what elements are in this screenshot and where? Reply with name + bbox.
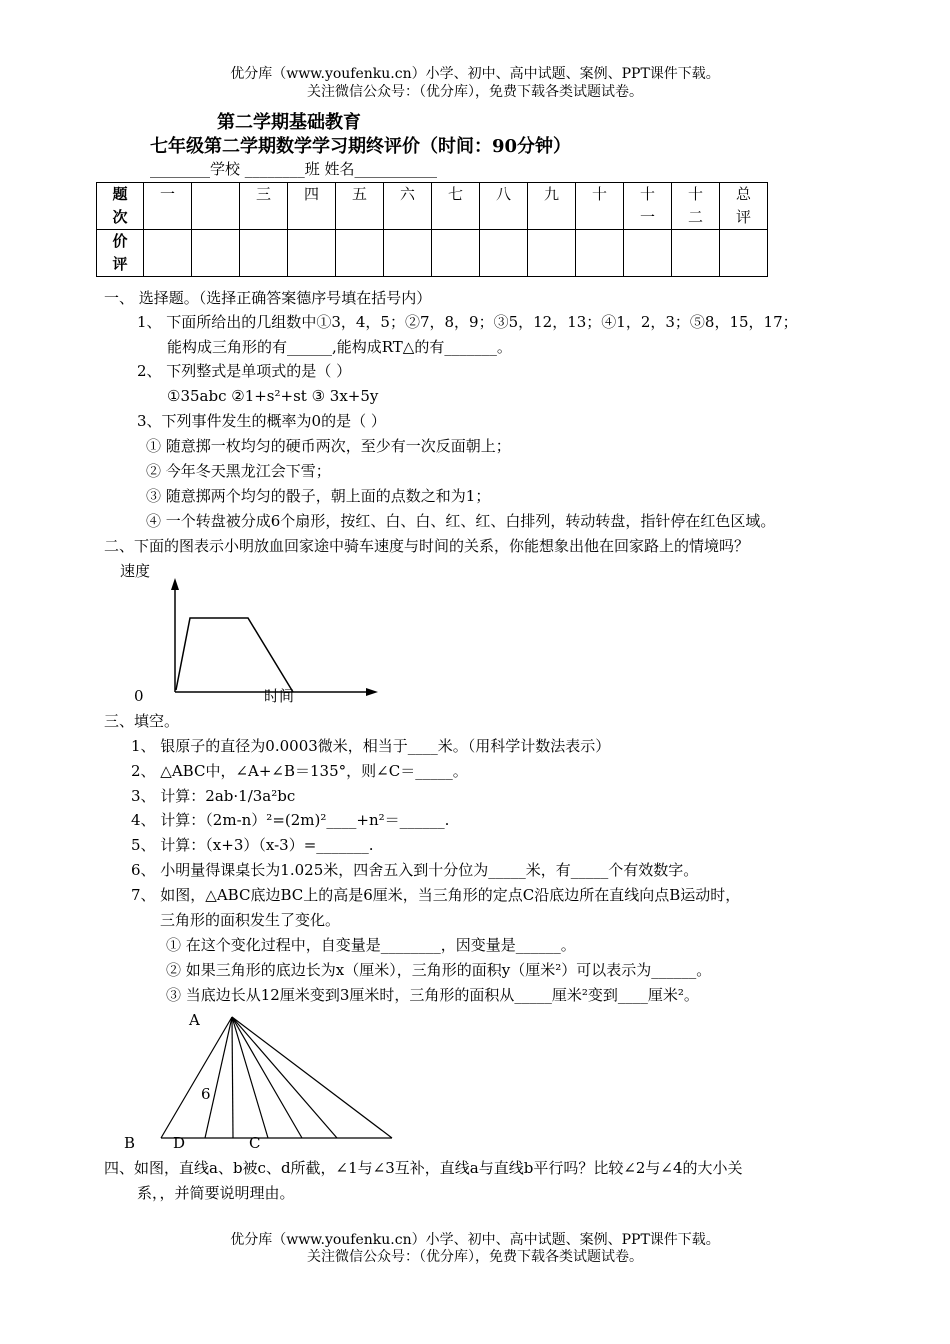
column-header: 十二 xyxy=(672,183,720,230)
triangle-label-c: C xyxy=(249,1134,261,1152)
triangle-height-label: 6 xyxy=(201,1085,211,1103)
question-1-2-options: ①35abc ②1+s²+st ③ 3x+5y xyxy=(167,387,379,405)
row-label-score: 价评 xyxy=(97,230,144,277)
question-3-3: 3、 计算：2ab·1/3a²bc xyxy=(131,787,296,805)
column-header: 四 xyxy=(288,183,336,230)
question-1-3-option-1: ① 随意掷一枚均匀的硬币两次，至少有一次反面朝上； xyxy=(146,437,511,455)
title-line-1: 第二学期基础教育 xyxy=(217,112,361,133)
question-3-1: 1、 银原子的直径为0.0003微米，相当于____米。（用科学计数法表示） xyxy=(131,737,611,755)
column-header: 七 xyxy=(432,183,480,230)
question-3-4: 4、 计算：（2m-n）²=(2m)²____+n²＝______. xyxy=(131,811,450,829)
question-1-3-option-2: ② 今年冬天黑龙江会下雪； xyxy=(146,462,331,480)
triangle-cevian xyxy=(232,1017,337,1138)
header-line-2: 关注微信公众号：（优分库），免费下载各类试题试卷。 xyxy=(307,84,643,100)
column-header: 五 xyxy=(336,183,384,230)
column-header: 十一 xyxy=(624,183,672,230)
triangle-cevian xyxy=(232,1017,268,1138)
triangle-label-b: B xyxy=(124,1134,136,1152)
column-header: 十 xyxy=(576,183,624,230)
graph-y-label: 速度 xyxy=(120,562,151,580)
column-header: 九 xyxy=(528,183,576,230)
triangle-label-d: D xyxy=(173,1134,186,1152)
column-header: 总评 xyxy=(720,183,768,230)
question-3-6: 6、 小明量得课桌长为1.025米，四舍五入到十分位为_____米，有_____个有效数字。 xyxy=(131,861,699,879)
triangle-altitude-ad xyxy=(205,1017,232,1138)
section3-heading: 三、填空。 xyxy=(104,712,180,730)
row-label-question-number: 题次 xyxy=(97,183,144,230)
column-header: 一 xyxy=(144,183,192,230)
question-1-3: 3、下列事件发生的概率为0的是（ ） xyxy=(137,412,386,430)
column-header: 八 xyxy=(480,183,528,230)
footer-line-2: 关注微信公众号：（优分库），免费下载各类试题试卷。 xyxy=(307,1249,643,1265)
triangle-side-ab xyxy=(161,1017,232,1138)
question-1-1: 1、 下面所给出的几组数中①3，4，5；②7，8，9；③5，12，13；④1，2，3；⑤8，15，17； xyxy=(137,313,798,331)
graph-x-label: 时间 xyxy=(264,687,295,705)
column-header: 三 xyxy=(240,183,288,230)
header-line-1: 优分库（www.youfenku.cn）小学、初中、高中试题、案例、PPT课件下载。 xyxy=(230,66,720,82)
graph-origin-label: 0 xyxy=(134,687,144,705)
question-3-7-cont: 三角形的面积发生了变化。 xyxy=(160,911,341,929)
question-3-7: 7、 如图，△ABC底边BC上的高是6厘米，当三角形的定点C沿底边所在直线向点B运动时， xyxy=(131,886,741,904)
triangle-cevian xyxy=(232,1017,233,1138)
question-3-7-part-1: ① 在这个变化过程中，自变量是________，因变量是______。 xyxy=(166,936,576,954)
question-1-3-option-4: ④ 一个转盘被分成6个扇形，按红、白、白、红、红、白排列，转动转盘，指针停在红色区域。 xyxy=(146,512,776,530)
question-3-7-part-3: ③ 当底边长从12厘米变到3厘米时，三角形的面积从_____厘米²变到____厘米²。 xyxy=(166,986,699,1004)
triangle-label-a: A xyxy=(189,1011,200,1029)
column-header: 六 xyxy=(384,183,432,230)
section4-line-1: 四、如图，直线a、b被c、d所截，∠1与∠3互补，直线a与直线b平行吗？比较∠2与∠4的大小关 xyxy=(104,1159,743,1177)
question-3-2: 2、 △ABC中，∠A+∠B＝135°，则∠C＝_____。 xyxy=(131,762,468,780)
section2-heading: 二、下面的图表示小明放血回家途中骑车速度与时间的关系，你能想象出他在回家路上的情境吗？ xyxy=(104,537,750,555)
section1-heading: 一、 选择题。（选择正确答案德序号填在括号内） xyxy=(104,289,432,307)
footer-line-1: 优分库（www.youfenku.cn）小学、初中、高中试题、案例、PPT课件下载。 xyxy=(230,1232,720,1248)
question-1-3-option-3: ③ 随意掷两个均匀的骰子，朝上面的点数之和为1； xyxy=(146,487,491,505)
title-line-2: 七年级第二学期数学学习期终评价（时间：90分钟） xyxy=(150,136,572,157)
section4-line-2: 系，，并简要说明理由。 xyxy=(137,1184,295,1202)
question-1-2: 2、 下列整式是单项式的是（ ） xyxy=(137,362,352,380)
question-3-7-part-2: ② 如果三角形的底边长为x（厘米），三角形的面积y（厘米²）可以表示为______。 xyxy=(166,961,712,979)
student-info-line: ________学校 ________班 姓名___________ xyxy=(150,160,438,178)
triangle-side-ac xyxy=(232,1017,392,1138)
question-1-1-cont: 能构成三角形的有______,能构成RT△的有_______。 xyxy=(167,338,512,356)
question-3-5: 5、 计算：（x+3）（x-3）=_______. xyxy=(131,836,374,854)
triangle-cevian xyxy=(232,1017,302,1138)
